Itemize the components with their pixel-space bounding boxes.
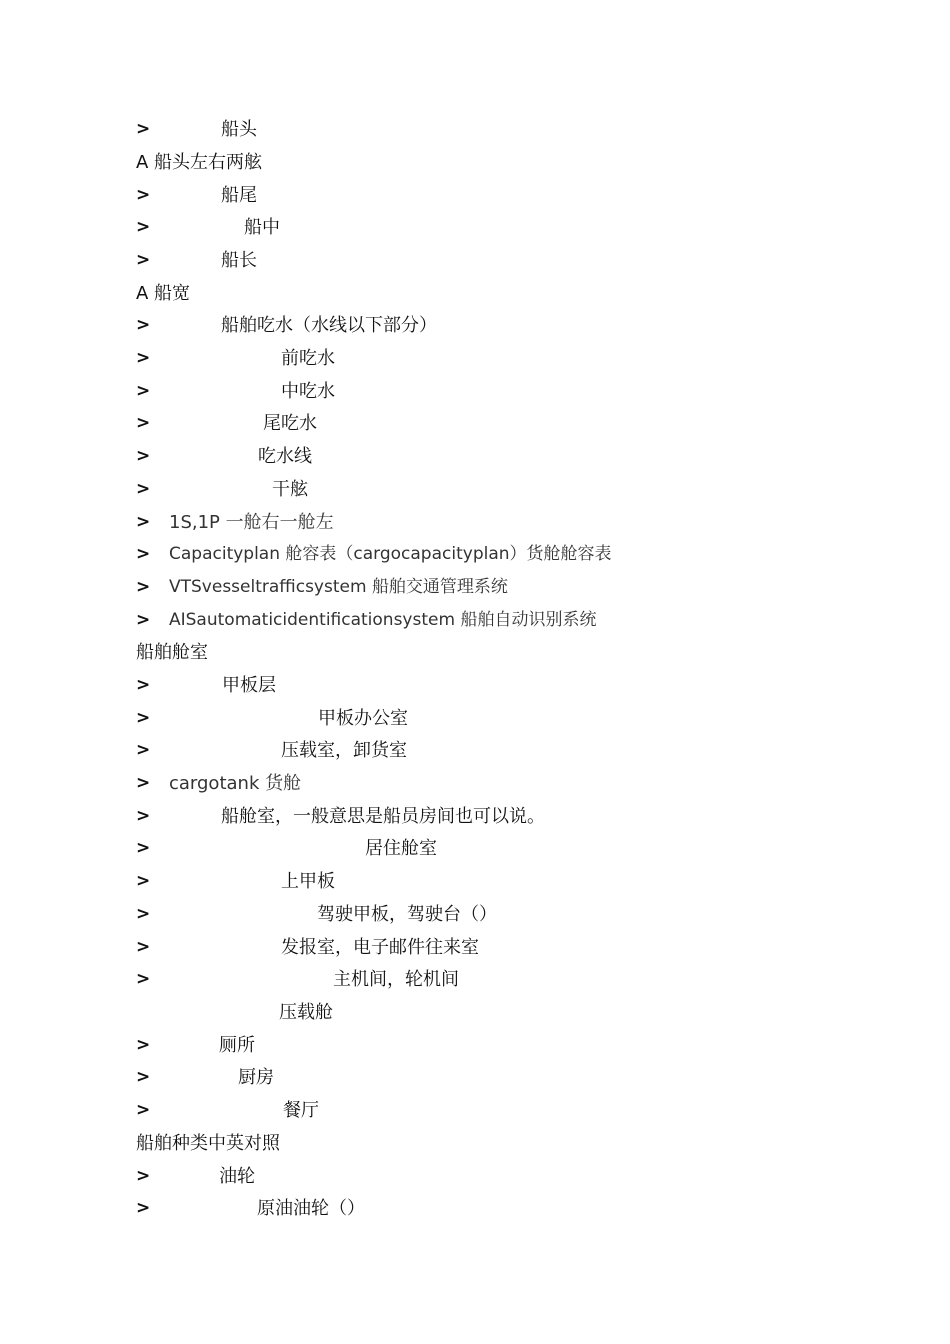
bullet-marker: > xyxy=(136,381,151,401)
bullet-marker: > xyxy=(136,1166,151,1186)
bullet-marker: > xyxy=(136,871,151,891)
line-text: 船头 xyxy=(221,119,257,140)
line-text: 上甲板 xyxy=(281,871,335,892)
line-text: 干舷 xyxy=(272,479,308,500)
line-text: 厕所 xyxy=(219,1035,255,1056)
bullet-marker: > xyxy=(136,1198,151,1218)
line-text: 压载舱 xyxy=(279,1002,333,1023)
bullet-marker: > xyxy=(136,544,151,564)
bullet-marker: > xyxy=(136,740,151,760)
line-text: 船舶舱室 xyxy=(136,642,208,663)
line-text: 发报室，电子邮件往来室 xyxy=(281,937,479,958)
bullet-marker: > xyxy=(136,348,151,368)
line-text: 居住舱室 xyxy=(365,838,437,859)
bullet-marker: > xyxy=(136,969,151,989)
line-text: 船尾 xyxy=(221,185,257,206)
line-text: 甲板办公室 xyxy=(318,708,408,729)
line-text: 船长 xyxy=(221,250,257,271)
line-text: 原油油轮（） xyxy=(257,1198,365,1219)
bullet-marker: > xyxy=(136,773,151,793)
line-text: cargotank 货舱 xyxy=(169,773,302,794)
line-text: 吃水线 xyxy=(258,446,312,467)
bullet-marker: > xyxy=(136,610,151,630)
line-text: 油轮 xyxy=(219,1166,255,1187)
line-text: 船舱室，一般意思是船员房间也可以说。 xyxy=(221,806,545,827)
bullet-marker: > xyxy=(136,1035,151,1055)
bullet-marker: > xyxy=(136,838,151,858)
line-text: 压载室，卸货室 xyxy=(281,740,407,761)
bullet-marker: > xyxy=(136,512,151,532)
line-text: A 船头左右两舷 xyxy=(136,152,263,173)
bullet-marker: > xyxy=(136,217,151,237)
bullet-marker: > xyxy=(136,1100,151,1120)
bullet-marker: > xyxy=(136,446,151,466)
bullet-marker: > xyxy=(136,708,151,728)
bullet-marker: > xyxy=(136,806,151,826)
line-text: 甲板层 xyxy=(222,675,276,696)
line-text: 前吃水 xyxy=(281,348,335,369)
line-text: 船舶吃水（水线以下部分） xyxy=(221,315,437,336)
bullet-marker: > xyxy=(136,185,151,205)
line-text: VTSvesseltrafficsystem 船舶交通管理系统 xyxy=(169,577,508,597)
line-text: Capacityplan 舱容表（cargocapacityplan）货舱舱容表 xyxy=(169,544,612,564)
line-text: 尾吃水 xyxy=(263,413,317,434)
line-text: AISautomaticidentificationsystem 船舶自动识别系统 xyxy=(169,610,597,630)
bullet-marker: > xyxy=(136,250,151,270)
bullet-marker: > xyxy=(136,937,151,957)
bullet-marker: > xyxy=(136,904,151,924)
line-text: 船舶种类中英对照 xyxy=(136,1133,280,1154)
bullet-marker: > xyxy=(136,577,151,597)
line-text: A 船宽 xyxy=(136,283,191,304)
bullet-marker: > xyxy=(136,119,151,139)
line-text: 船中 xyxy=(244,217,280,238)
bullet-marker: > xyxy=(136,479,151,499)
line-text: 1S,1P 一舱右一舱左 xyxy=(169,512,334,533)
line-text: 主机间，轮机间 xyxy=(333,969,459,990)
bullet-marker: > xyxy=(136,315,151,335)
bullet-marker: > xyxy=(136,1067,151,1087)
bullet-marker: > xyxy=(136,675,151,695)
line-text: 中吃水 xyxy=(281,381,335,402)
line-text: 驾驶甲板，驾驶台（） xyxy=(317,904,497,925)
bullet-marker: > xyxy=(136,413,151,433)
line-text: 厨房 xyxy=(238,1067,274,1088)
line-text: 餐厅 xyxy=(283,1100,319,1121)
